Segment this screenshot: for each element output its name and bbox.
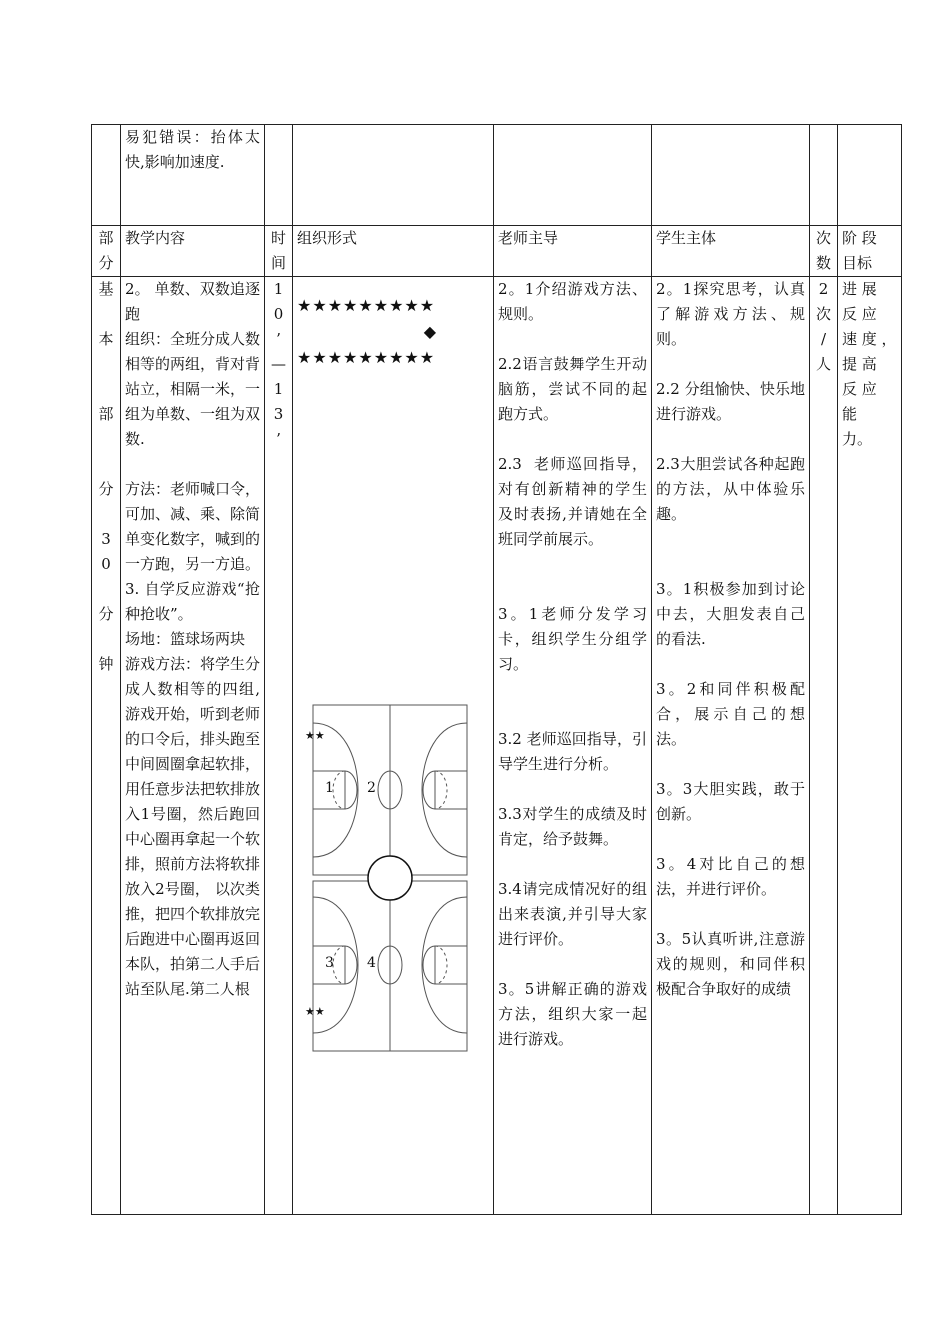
continuation-row <box>92 125 902 226</box>
header-organization: 组织形式 <box>293 226 494 277</box>
teacher-cell <box>494 125 652 226</box>
header-row <box>92 226 902 277</box>
header-time: 时 间 <box>265 226 293 277</box>
header-teacher: 老师主导 <box>494 226 652 277</box>
count-text: 2 次 / 人 <box>810 277 838 1215</box>
header-student: 学生主体 <box>652 226 810 277</box>
formation-cell <box>293 277 494 1215</box>
header-part: 部 分 <box>92 226 121 277</box>
court-stars-bottom: ★★ <box>305 1005 325 1018</box>
student-cell <box>652 125 810 226</box>
main-row <box>92 277 902 1215</box>
teacher-diamond-icon: ◆ <box>423 322 437 341</box>
court-stars-top: ★★ <box>305 729 325 742</box>
organization-cell <box>293 125 494 226</box>
content-cell: 易犯错误：抬体太快,影响加速度. <box>121 125 265 226</box>
header-content: 教学内容 <box>121 226 265 277</box>
court-label-1: 1 <box>325 780 334 796</box>
formation-diagram <box>297 293 489 371</box>
time-cell <box>265 125 293 226</box>
header-goal: 阶 段 目标 <box>838 226 902 277</box>
goal-cell <box>838 125 902 226</box>
star-row-2: ★★★★★★★★★ <box>297 348 436 367</box>
court-label-4: 4 <box>367 955 376 971</box>
teacher-text: 2。1介绍游戏方法、规则。 2.2语言鼓舞学生开动脑筋，尝试不同的起跑方式。 2.3 老师巡回指导，对有创新精神的学生及时表扬,并请她在全班同学前展示。 3。1老师分发学习卡，组织学生分组学习。 3.2 老师巡回指导，引导学生进行分析。 3.3对学生的成绩及时肯定，给予鼓舞。 3.4请完成情况好的组出来表演,并引导大家进行评价。 3。5讲解正确的游戏方法，组织大家一起进行游戏。 <box>494 277 652 1215</box>
court-label-2: 2 <box>367 780 376 796</box>
lesson-plan-table <box>91 124 902 1215</box>
time-text: 1 0 ’ — 1 3 ’ <box>265 277 293 1215</box>
star-row-1: ★★★★★★★★★ <box>297 296 436 315</box>
court-label-3: 3 <box>325 955 334 971</box>
part-label: 基 本 部 分 3 0 分 钟 <box>92 277 121 1215</box>
court-diagram <box>293 703 473 1053</box>
part-cell <box>92 125 121 226</box>
content-text: 2。 单数、双数追逐跑 组织：全班分成人数相等的两组，背对背站立，相隔一米，一组为单数、一组为双数. 方法：老师喊口令，可加、减、乘、除简单变化数字，喊到的一方跑，另一方追。 3. 自学反应游戏“抢种抢收”。 场地：篮球场两块 游戏方法：将学生分成人数相等的四组,游戏开始，听到老师的口令后，排头跑至中间圆圈拿起软排，用任意步法把软排放入1号圈，然后跑回中心圈再拿起一个软排，照前方法将软排放入2号圈， 以次类推，把四个软排放完后跑进中心圈再返回本队，拍第二人手后站至队尾.第二人根 <box>121 277 265 1215</box>
count-cell <box>810 125 838 226</box>
goal-text: 进 展 反 应 速 度 ， 提 高 反 应 能 力。 <box>838 277 902 1215</box>
header-count: 次 数 <box>810 226 838 277</box>
student-text: 2。1探究思考，认真了解游戏方法、规则。 2.2 分组愉快、快乐地进行游戏。 2.3大胆尝试各种起跑的方法，从中体验乐趣。 3。1积极参加到讨论中去，大胆发表自己的看法. 3。2和同伴积极配合，展示自己的想法。 3。3大胆实践，敢于创新。 3。4对比自己的想法，并进行评价。 3。5认真听讲,注意游戏的规则，和同伴积极配合争取好的成绩 <box>652 277 810 1215</box>
